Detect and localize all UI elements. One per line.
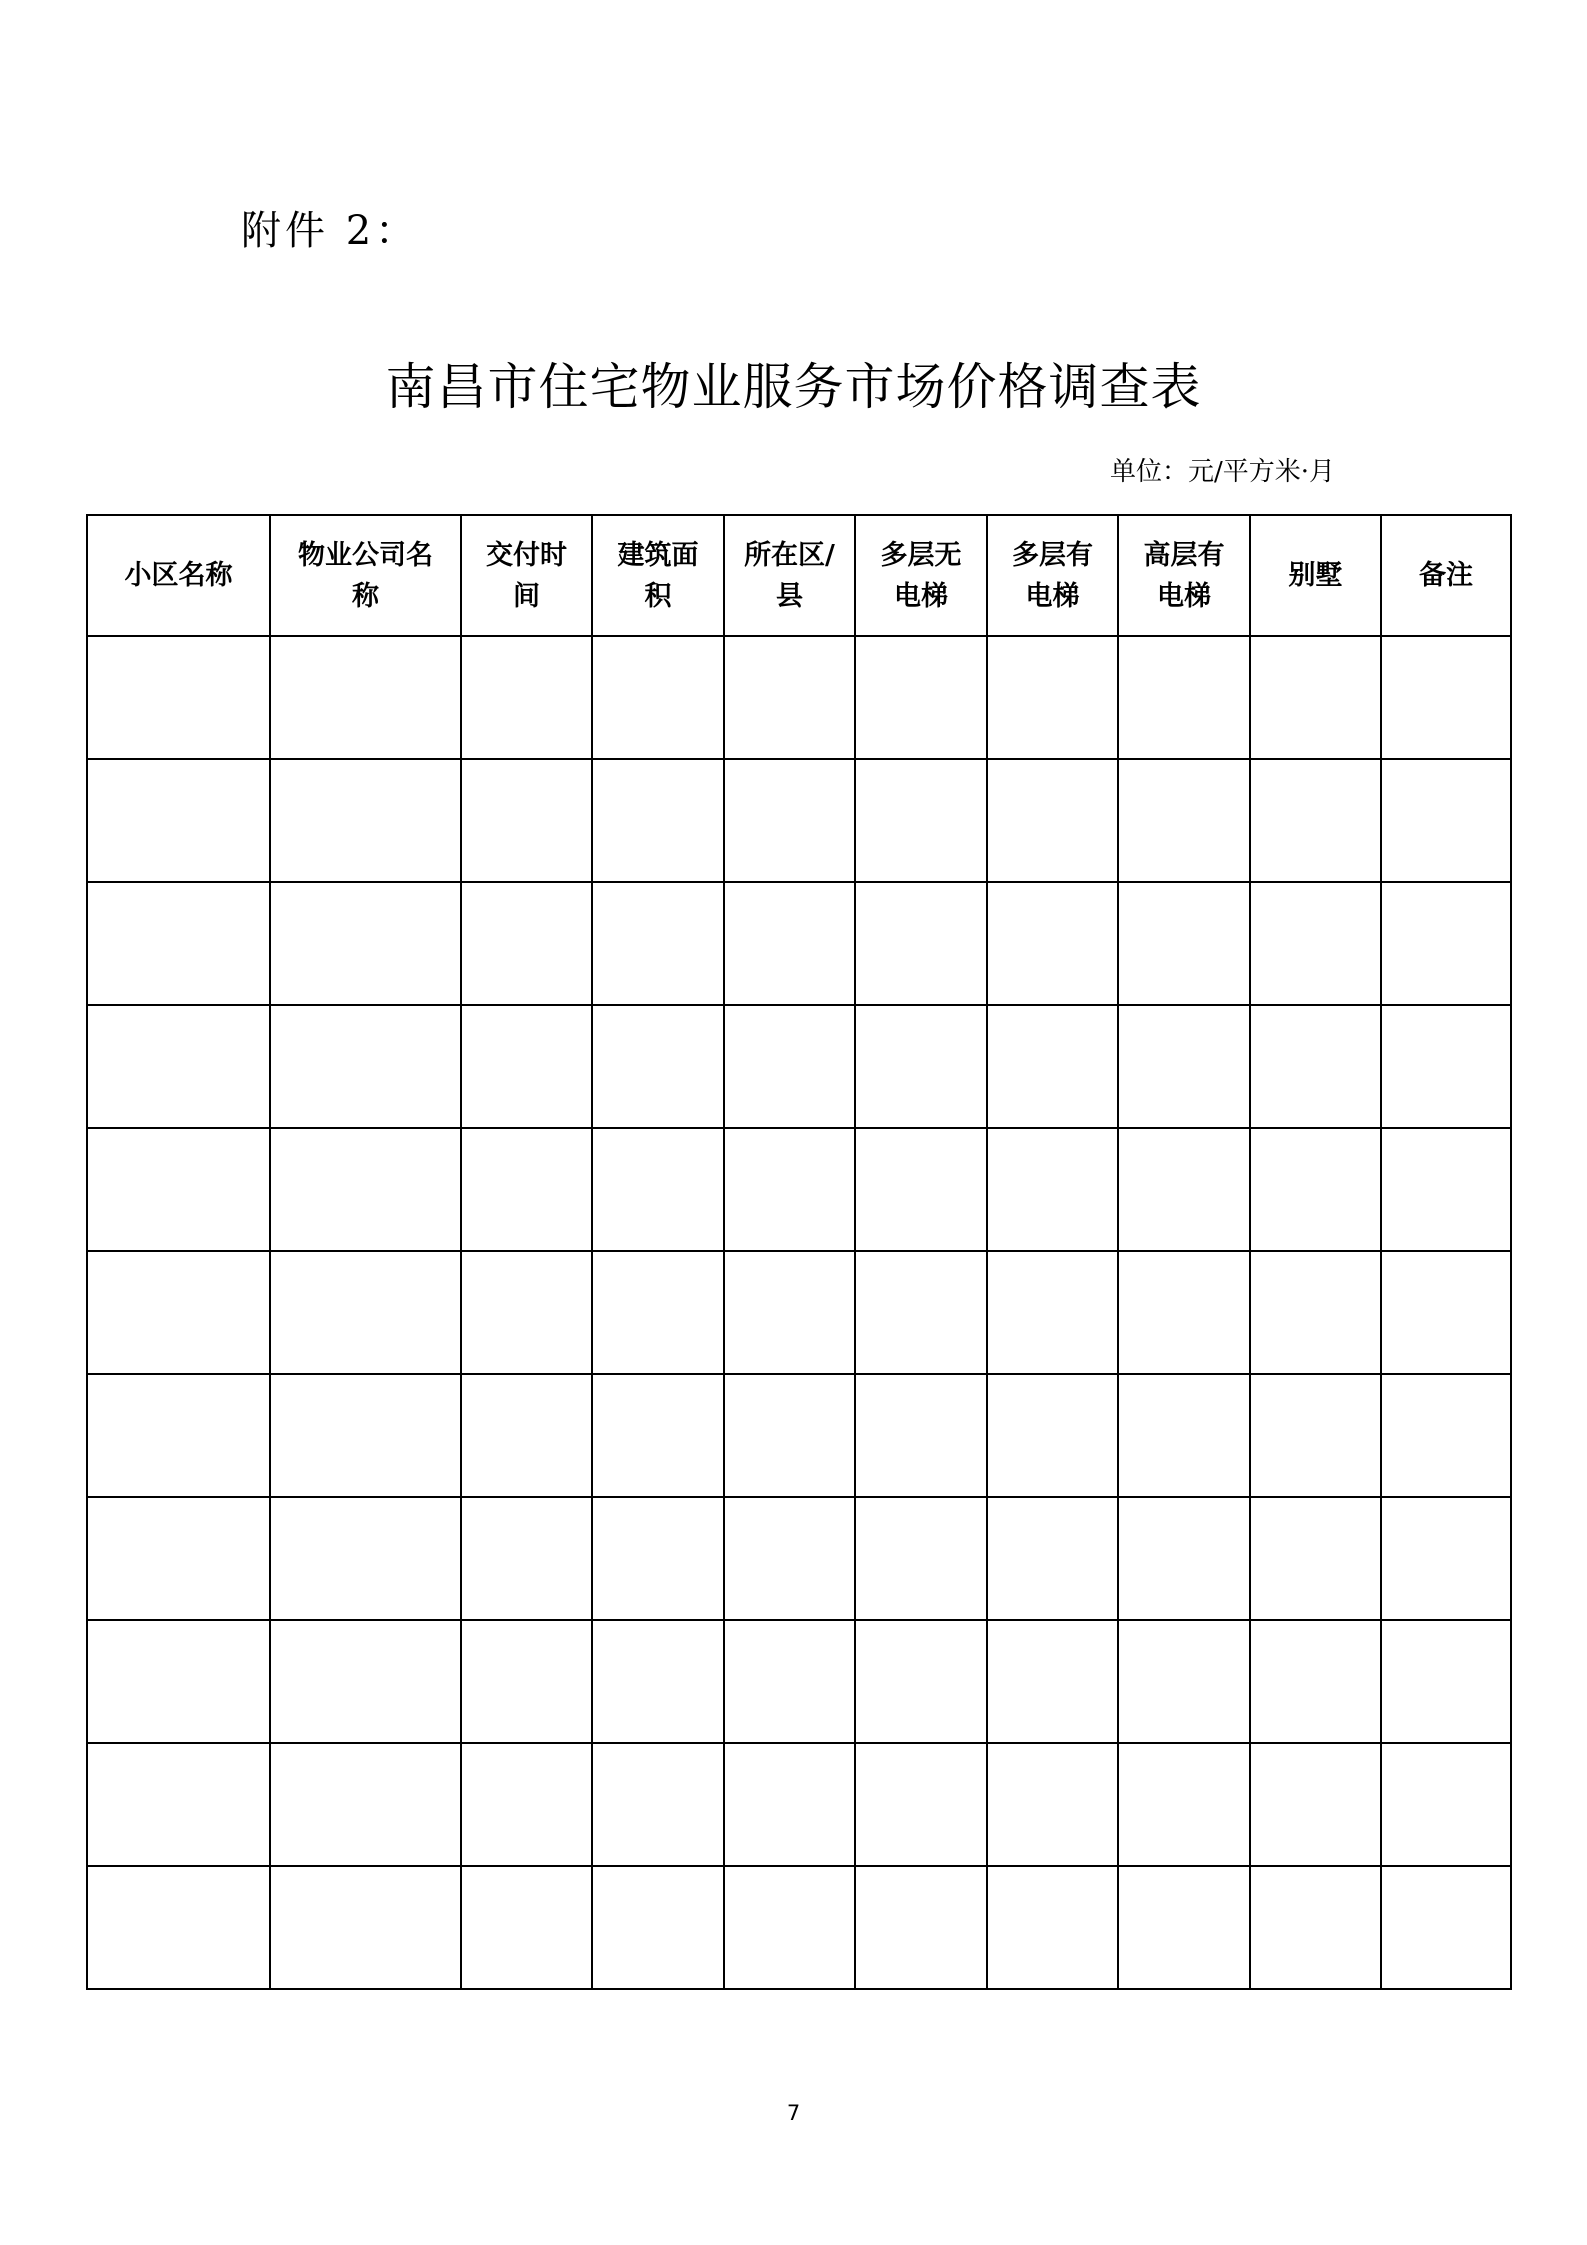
table-cell[interactable] [1250,1251,1381,1374]
table-cell[interactable] [855,1251,987,1374]
table-cell[interactable] [87,1005,270,1128]
table-cell[interactable] [87,1620,270,1743]
table-row [87,882,1511,1005]
table-cell[interactable] [724,1497,855,1620]
table-cell[interactable] [1118,1374,1250,1497]
table-cell[interactable] [592,1128,724,1251]
table-cell[interactable] [592,1620,724,1743]
table-row [87,1620,1511,1743]
table-cell[interactable] [1381,1743,1511,1866]
table-cell[interactable] [87,759,270,882]
attachment-label: 附件 2： [241,208,420,254]
table-cell[interactable] [1250,759,1381,882]
header-district [724,515,855,636]
table-cell[interactable] [724,636,855,759]
table-cell[interactable] [1381,882,1511,1005]
header-line: 高层有 [1143,539,1225,571]
table-cell[interactable] [1250,1497,1381,1620]
table-cell[interactable] [592,1374,724,1497]
unit-note: 单位：元/平方米·月 [1110,457,1336,487]
table-cell[interactable] [1118,759,1250,882]
header-multistory-no-elevator [855,515,987,636]
header-line: 建筑面 [617,539,699,571]
table-cell[interactable] [592,882,724,1005]
table-cell[interactable] [461,882,592,1005]
header-line: 积 [644,580,672,612]
header-delivery-time [461,515,592,636]
header-line: 物业公司名 [298,539,433,571]
table-cell[interactable] [1250,1128,1381,1251]
table-cell[interactable] [724,1866,855,1989]
table-row [87,1251,1511,1374]
table-cell[interactable] [987,1374,1118,1497]
table-cell[interactable] [270,1374,461,1497]
table-cell[interactable] [87,1251,270,1374]
table-cell[interactable] [724,1251,855,1374]
survey-table [86,514,1512,1990]
header-line: 小区名称 [124,560,233,591]
table-cell[interactable] [1250,1005,1381,1128]
table-row [87,1128,1511,1251]
table-cell[interactable] [987,1620,1118,1743]
table-cell[interactable] [855,1743,987,1866]
table-cell[interactable] [855,1866,987,1989]
table-cell[interactable] [987,1251,1118,1374]
table-cell[interactable] [987,1866,1118,1989]
table-cell[interactable] [1381,1374,1511,1497]
table-row [87,1866,1511,1989]
table-cell[interactable] [592,1005,724,1128]
table-cell[interactable] [592,1743,724,1866]
table-cell[interactable] [1118,1743,1250,1866]
table-cell[interactable] [87,882,270,1005]
table-cell[interactable] [724,1128,855,1251]
header-multistory-elevator [987,515,1118,636]
table-cell[interactable] [461,1251,592,1374]
header-highrise-elevator [1118,515,1250,636]
table-cell[interactable] [1381,1866,1511,1989]
table-cell[interactable] [1381,1620,1511,1743]
table-cell[interactable] [987,759,1118,882]
table-cell[interactable] [1381,636,1511,759]
table-cell[interactable] [270,1620,461,1743]
table-cell[interactable] [270,759,461,882]
table-cell[interactable] [87,1497,270,1620]
table-cell[interactable] [1381,1497,1511,1620]
page-number: 7 [786,2101,801,2125]
table-cell[interactable] [1118,1251,1250,1374]
table-cell[interactable] [987,882,1118,1005]
table-cell[interactable] [855,1374,987,1497]
table-cell[interactable] [855,1497,987,1620]
table-cell[interactable] [592,1866,724,1989]
table-cell[interactable] [1118,1005,1250,1128]
table-cell[interactable] [461,1497,592,1620]
header-line: 称 [352,580,379,612]
table-cell[interactable] [461,1005,592,1128]
header-community-name [87,515,270,636]
table-cell[interactable] [724,882,855,1005]
table-cell[interactable] [461,1743,592,1866]
table-cell[interactable] [724,1743,855,1866]
table-cell[interactable] [592,1497,724,1620]
table-cell[interactable] [592,759,724,882]
header-line: 交付时 [486,539,567,571]
table-cell[interactable] [1250,1743,1381,1866]
header-remarks [1381,515,1511,636]
table-cell[interactable] [461,1128,592,1251]
table-cell[interactable] [1118,1866,1250,1989]
table-cell[interactable] [1250,636,1381,759]
table-cell[interactable] [1250,1620,1381,1743]
page-title: 南昌市住宅物业服务市场价格调查表 [385,358,1202,416]
table-cell[interactable] [270,1128,461,1251]
table-row [87,1497,1511,1620]
table-body [87,636,1511,1989]
table-cell[interactable] [461,1620,592,1743]
table-cell[interactable] [855,1620,987,1743]
table-cell[interactable] [1381,1128,1511,1251]
header-line: 间 [513,580,540,612]
header-line: 多层无 [880,539,962,571]
table-cell[interactable] [1381,1251,1511,1374]
table-row [87,636,1511,759]
table-cell[interactable] [987,1497,1118,1620]
header-line: 县 [776,580,803,612]
table-cell[interactable] [270,1743,461,1866]
table-cell[interactable] [724,1005,855,1128]
table-cell[interactable] [724,1374,855,1497]
table-cell[interactable] [1118,1620,1250,1743]
table-cell[interactable] [461,636,592,759]
table-cell[interactable] [461,759,592,882]
table-cell[interactable] [87,1866,270,1989]
table-cell[interactable] [855,882,987,1005]
table-cell[interactable] [461,1866,592,1989]
table-cell[interactable] [1381,759,1511,882]
table-cell[interactable] [270,1251,461,1374]
table-cell[interactable] [1118,1128,1250,1251]
table-cell[interactable] [1250,1866,1381,1989]
table-cell[interactable] [1118,636,1250,759]
table-cell[interactable] [592,636,724,759]
table-cell[interactable] [270,882,461,1005]
table-cell[interactable] [592,1251,724,1374]
table-cell[interactable] [987,636,1118,759]
table-cell[interactable] [855,1005,987,1128]
header-floor-area [592,515,724,636]
table-cell[interactable] [461,1374,592,1497]
header-villa [1250,515,1381,636]
header-property-company [270,515,461,636]
table-cell[interactable] [87,1743,270,1866]
table-cell[interactable] [987,1005,1118,1128]
table-cell[interactable] [855,1128,987,1251]
table-cell[interactable] [270,1866,461,1989]
table-cell[interactable] [855,759,987,882]
table-cell[interactable] [270,636,461,759]
table-cell[interactable] [270,1497,461,1620]
header-line: 电梯 [1025,580,1080,612]
header-line: 电梯 [1157,580,1211,612]
table-cell[interactable] [724,759,855,882]
table-cell[interactable] [87,1128,270,1251]
table-cell[interactable] [1250,882,1381,1005]
table-header-row [87,515,1511,636]
table-cell[interactable] [87,1374,270,1497]
table-cell[interactable] [1250,1374,1381,1497]
table-row [87,1374,1511,1497]
table-cell[interactable] [1118,1497,1250,1620]
table-row [87,759,1511,882]
table-cell[interactable] [270,1005,461,1128]
table-row [87,1743,1511,1866]
header-line: 电梯 [894,580,948,612]
table-row [87,1005,1511,1128]
table-cell[interactable] [987,1743,1118,1866]
header-line: 备注 [1419,560,1473,591]
table-cell[interactable] [1118,882,1250,1005]
table-cell[interactable] [724,1620,855,1743]
table-cell[interactable] [87,636,270,759]
header-line: 所在区/ [744,539,835,571]
table-cell[interactable] [855,636,987,759]
header-line: 多层有 [1012,539,1093,571]
table-cell[interactable] [1381,1005,1511,1128]
table-cell[interactable] [987,1128,1118,1251]
header-line: 别墅 [1288,560,1343,591]
